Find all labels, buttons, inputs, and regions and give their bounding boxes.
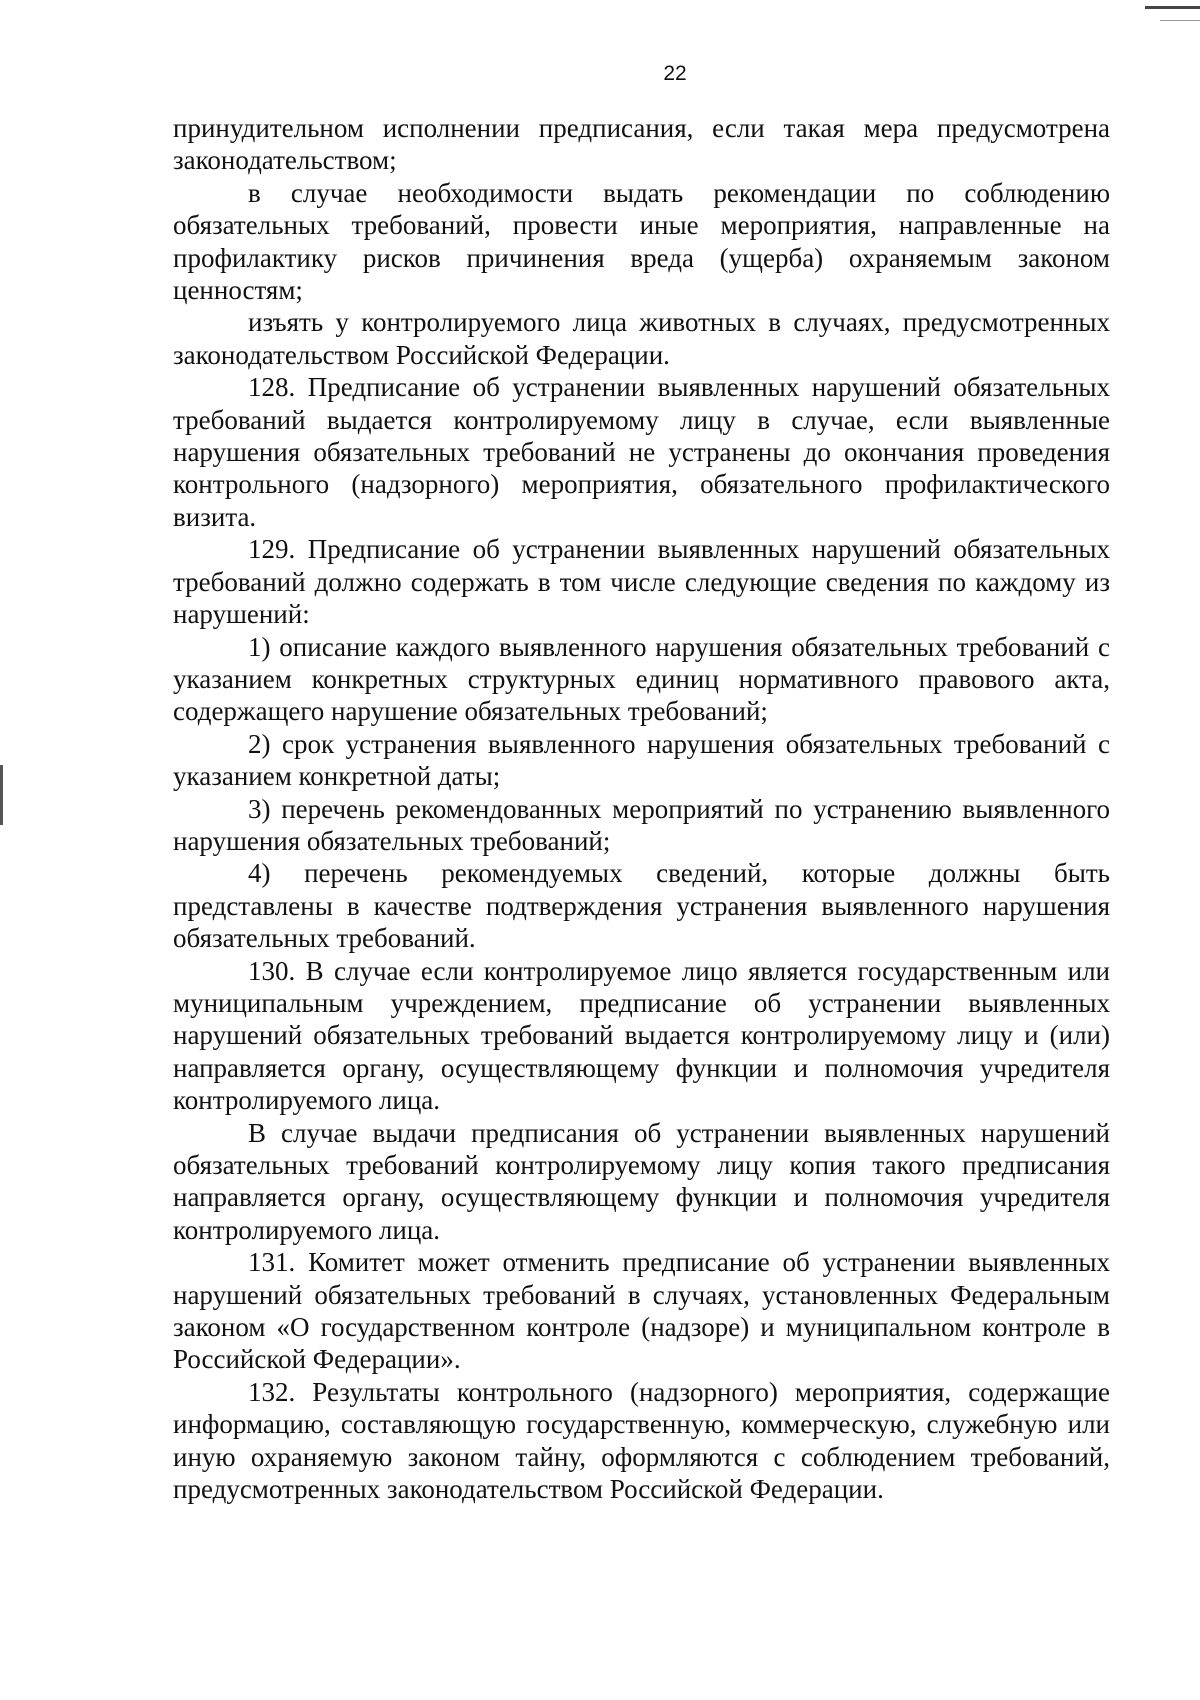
paragraph-recommendations: в случае необходимости выдать рекомендации по соблюдению обязательных требований, провести иные мероприятия, направленные на профилактику рисков причинения вреда (ущерба) охраняемым законом ценностям; [173, 177, 1110, 306]
paragraph-130: 130. В случае если контролируемое лицо является государственным или муниципальным учреждением, предписание об устранении выявленных нарушений обязательных требований выдается контролируемому лицу и (или) направляется органу, осуществляющему функции и полномочия учредителя контролируемого лица. [173, 955, 1110, 1116]
paragraph-131: 131. Комитет может отменить предписание об устранении выявленных нарушений обязательных требований в случаях, установленных Федеральным законом «О государственном контроле (надзоре) и муниципальном контроле в Российской Федерации». [173, 1247, 1110, 1375]
paragraph-seize-animals: изъять у контролируемого лица животных в случаях, предусмотренных законодательством Российской Федерации. [173, 307, 1110, 370]
list-item-1: 1) описание каждого выявленного нарушения обязательных требований с указанием конкретных структурных единиц нормативного правового акта, содержащего нарушение обязательных требований; [173, 631, 1110, 727]
scan-edge-mark [1145, 6, 1200, 9]
list-item-2: 2) срок устранения выявленного нарушения обязательных требований с указанием конкретной даты; [173, 728, 1110, 792]
scan-edge-mark [1160, 20, 1200, 21]
page-number: 22 [663, 62, 687, 85]
list-item-3: 3) перечень рекомендованных мероприятий по устранению выявленного нарушения обязательных требований; [173, 793, 1110, 856]
list-item-4: 4) перечень рекомендуемых сведений, которые должны быть представлены в качестве подтверждения устранения выявленного нарушения обязательных требований. [173, 858, 1110, 954]
paragraph-continuation: принудительном исполнении предписания, если такая мера предусмотрена законодательством; [173, 113, 1110, 176]
document-body [173, 112, 1110, 1505]
paragraph-128: 128. Предписание об устранении выявленных нарушений обязательных требований выдается контролируемому лицу в случае, если выявленные нарушения обязательных требований не устранены до окончания проведения контрольного (надзорного) мероприятия, обязательного профилактического визита. [173, 372, 1110, 532]
paragraph-129: 129. Предписание об устранении выявленных нарушений обязательных требований должно содержать в том числе следующие сведения по каждому из нарушений: [173, 534, 1110, 630]
paragraph-130-copy: В случае выдачи предписания об устранении выявленных нарушений обязательных требований контролируемому лицу копия такого предписания направляется органу, осуществляющему функции и полномочия учредителя контролируемого лица. [173, 1117, 1110, 1245]
paragraph-132: 132. Результаты контрольного (надзорного) мероприятия, содержащие информацию, составляющую государственную, коммерческую, служебную или иную охраняемую законом тайну, оформляются с соблюдением требований, предусмотренных законодательством Российской Федерации. [173, 1376, 1110, 1505]
scan-edge-mark [0, 765, 3, 825]
